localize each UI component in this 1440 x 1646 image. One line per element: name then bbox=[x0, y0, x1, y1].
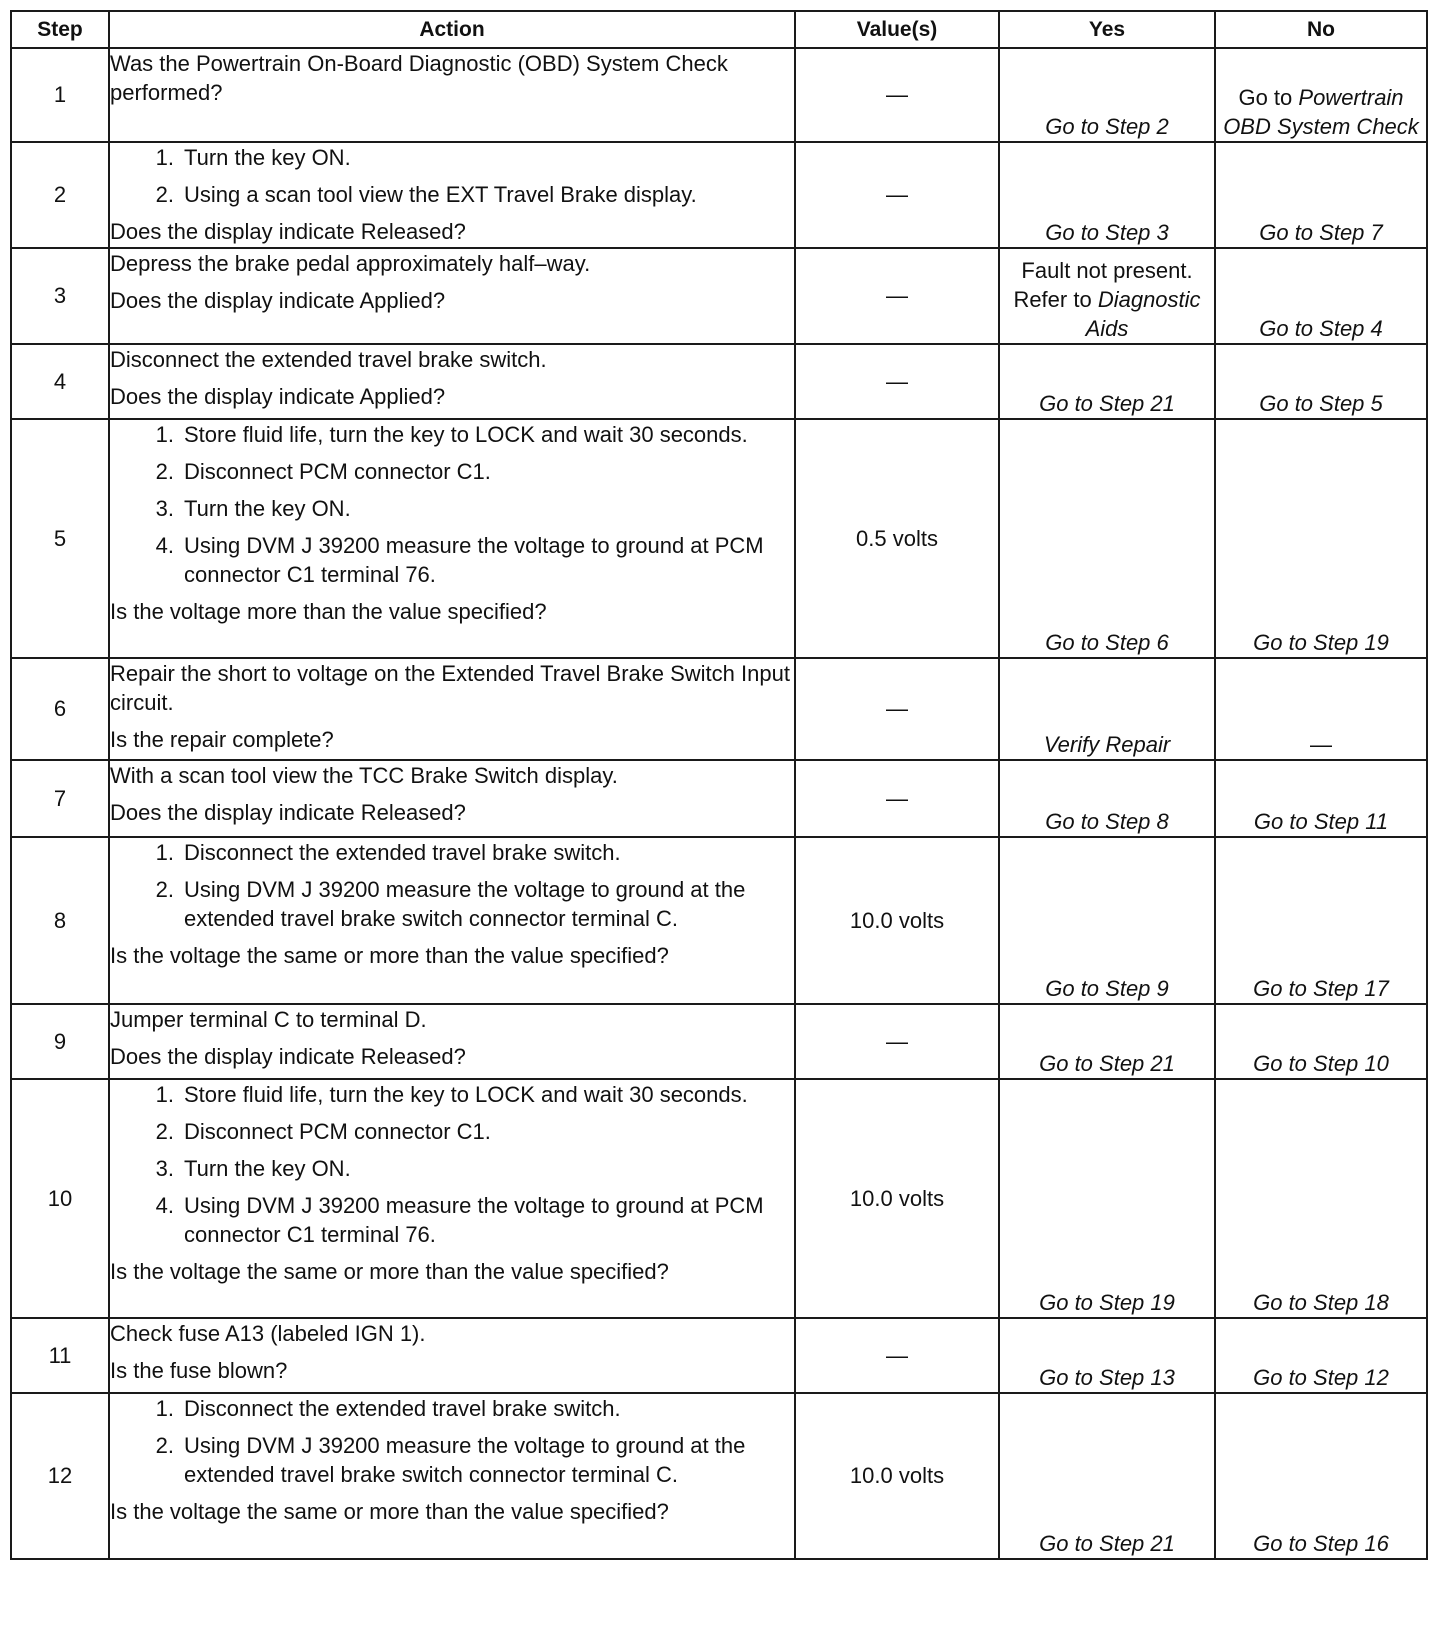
no-cell bbox=[1215, 142, 1427, 248]
step-number: 1 bbox=[11, 48, 109, 142]
yes-link-text: Go to Step 21 bbox=[1039, 391, 1175, 416]
action-step bbox=[110, 420, 794, 449]
yes-link-text: Go to Step 9 bbox=[1045, 976, 1169, 1001]
action-step-text: Disconnect the extended travel brake switch. bbox=[184, 840, 621, 865]
yes-link-text: Go to Step 6 bbox=[1045, 630, 1169, 655]
action-step bbox=[110, 143, 794, 172]
action-step-text: Disconnect PCM connector C1. bbox=[184, 1119, 491, 1144]
yes-cell bbox=[999, 142, 1215, 248]
no-cell bbox=[1215, 1079, 1427, 1318]
header-no: No bbox=[1215, 11, 1427, 48]
action-step-text: Disconnect the extended travel brake switch. bbox=[184, 1396, 621, 1421]
table-row bbox=[11, 142, 1427, 248]
action-step bbox=[110, 1191, 794, 1249]
value-cell: 10.0 volts bbox=[795, 1079, 999, 1318]
yes-link-text: Go to Step 21 bbox=[1039, 1051, 1175, 1076]
value-cell: 10.0 volts bbox=[795, 1393, 999, 1559]
action-question: Is the repair complete? bbox=[110, 727, 334, 752]
action-question: Does the display indicate Released? bbox=[110, 1044, 466, 1069]
step-number: 2 bbox=[11, 142, 109, 248]
yes-link-text: Go to Step 8 bbox=[1045, 809, 1169, 834]
yes-link-text: Go to Step 19 bbox=[1039, 1290, 1175, 1315]
value-cell: — bbox=[795, 1318, 999, 1393]
value-cell: — bbox=[795, 658, 999, 760]
action-text: Disconnect the extended travel brake switch. bbox=[110, 347, 547, 372]
header-action: Action bbox=[109, 11, 795, 48]
action-step-number: 2. bbox=[155, 182, 174, 207]
action-cell bbox=[109, 142, 795, 248]
no-link-text: Go to Step 19 bbox=[1253, 630, 1389, 655]
action-text: Check fuse A13 (labeled IGN 1). bbox=[110, 1321, 426, 1346]
action-cell bbox=[109, 1393, 795, 1559]
action-step-text: Turn the key ON. bbox=[184, 496, 351, 521]
action-step-number: 2. bbox=[155, 1119, 174, 1144]
no-cell bbox=[1215, 344, 1427, 419]
action-step bbox=[110, 1154, 794, 1183]
value-cell: 10.0 volts bbox=[795, 837, 999, 1004]
value-cell: — bbox=[795, 48, 999, 142]
yes-cell bbox=[999, 1393, 1215, 1559]
action-question: Does the display indicate Applied? bbox=[110, 288, 446, 313]
yes-link-text: Verify Repair bbox=[1043, 732, 1171, 757]
action-step bbox=[110, 180, 794, 209]
yes-cell bbox=[999, 760, 1215, 837]
action-step bbox=[110, 1394, 794, 1423]
no-cell bbox=[1215, 1004, 1427, 1079]
yes-cell bbox=[999, 344, 1215, 419]
table-row bbox=[11, 658, 1427, 760]
action-question: Is the fuse blown? bbox=[110, 1358, 288, 1383]
yes-cell bbox=[999, 1318, 1215, 1393]
action-step-text: Turn the key ON. bbox=[184, 145, 351, 170]
action-cell bbox=[109, 48, 795, 142]
table-row bbox=[11, 1004, 1427, 1079]
action-step bbox=[110, 875, 794, 933]
action-question: Does the display indicate Released? bbox=[110, 800, 466, 825]
action-step-number: 4. bbox=[155, 1193, 174, 1218]
table-row bbox=[11, 1079, 1427, 1318]
yes-link-text: Go to Step 13 bbox=[1039, 1365, 1175, 1390]
table-row bbox=[11, 344, 1427, 419]
yes-link-text: Go to Step 21 bbox=[1039, 1531, 1175, 1556]
action-cell bbox=[109, 1004, 795, 1079]
action-cell bbox=[109, 658, 795, 760]
action-text: Repair the short to voltage on the Extended Travel Brake Switch Input circuit. bbox=[110, 661, 790, 715]
no-link-text: Go to Step 16 bbox=[1253, 1531, 1389, 1556]
action-step-number: 2. bbox=[155, 459, 174, 484]
no-link-text: Go to Step 10 bbox=[1253, 1051, 1389, 1076]
action-step bbox=[110, 838, 794, 867]
action-cell bbox=[109, 760, 795, 837]
action-question: Does the display indicate Released? bbox=[110, 219, 466, 244]
no-link-text: Go to Step 18 bbox=[1253, 1290, 1389, 1315]
action-step-number: 2. bbox=[155, 1433, 174, 1458]
header-values: Value(s) bbox=[795, 11, 999, 48]
yes-cell bbox=[999, 658, 1215, 760]
step-number: 12 bbox=[11, 1393, 109, 1559]
action-step-text: Using DVM J 39200 measure the voltage to ground at the extended travel brake switch connector terminal C. bbox=[184, 877, 746, 931]
yes-cell bbox=[999, 1004, 1215, 1079]
yes-link-text: Diagnostic Aids bbox=[1085, 287, 1201, 341]
yes-cell bbox=[999, 248, 1215, 344]
table-row bbox=[11, 419, 1427, 658]
step-number: 6 bbox=[11, 658, 109, 760]
action-step bbox=[110, 1431, 794, 1489]
action-question: Is the voltage more than the value specified? bbox=[110, 599, 547, 624]
no-link-text: Go to Step 7 bbox=[1259, 220, 1383, 245]
action-step-number: 2. bbox=[155, 877, 174, 902]
action-text: Jumper terminal C to terminal D. bbox=[110, 1007, 427, 1032]
no-cell bbox=[1215, 760, 1427, 837]
action-step-number: 1. bbox=[155, 1082, 174, 1107]
diagnostic-table bbox=[10, 10, 1428, 1560]
no-link-text: Go to Step 11 bbox=[1253, 809, 1389, 834]
table-row bbox=[11, 248, 1427, 344]
no-text: Go to bbox=[1238, 85, 1293, 110]
no-link-text: Go to Step 12 bbox=[1253, 1365, 1389, 1390]
action-step bbox=[110, 1080, 794, 1109]
no-cell bbox=[1215, 248, 1427, 344]
action-question: Is the voltage the same or more than the value specified? bbox=[110, 943, 669, 968]
action-cell bbox=[109, 1079, 795, 1318]
yes-cell bbox=[999, 1079, 1215, 1318]
step-number: 3 bbox=[11, 248, 109, 344]
value-cell: — bbox=[795, 344, 999, 419]
value-cell: — bbox=[795, 760, 999, 837]
action-step bbox=[110, 494, 794, 523]
action-step bbox=[110, 457, 794, 486]
header-row bbox=[11, 11, 1427, 48]
step-number: 8 bbox=[11, 837, 109, 1004]
value-cell: 0.5 volts bbox=[795, 419, 999, 658]
action-cell bbox=[109, 837, 795, 1004]
action-step-number: 1. bbox=[155, 1396, 174, 1421]
action-step-text: Store fluid life, turn the key to LOCK and wait 30 seconds. bbox=[184, 422, 748, 447]
action-step bbox=[110, 1117, 794, 1146]
no-cell bbox=[1215, 419, 1427, 658]
action-step-text: Using DVM J 39200 measure the voltage to ground at PCM connector C1 terminal 76. bbox=[184, 533, 764, 587]
header-yes: Yes bbox=[999, 11, 1215, 48]
value-cell: — bbox=[795, 142, 999, 248]
action-cell bbox=[109, 1318, 795, 1393]
action-text: Depress the brake pedal approximately half–way. bbox=[110, 251, 591, 276]
action-cell bbox=[109, 248, 795, 344]
yes-text: Fault not present. Refer to bbox=[1013, 258, 1193, 312]
action-step bbox=[110, 531, 794, 589]
action-step-number: 1. bbox=[155, 145, 174, 170]
action-text: With a scan tool view the TCC Brake Switch display. bbox=[110, 763, 618, 788]
header-step: Step bbox=[11, 11, 109, 48]
table-row bbox=[11, 48, 1427, 142]
action-question: Is the voltage the same or more than the value specified? bbox=[110, 1499, 669, 1524]
no-cell bbox=[1215, 1318, 1427, 1393]
no-link-text: Go to Step 5 bbox=[1259, 391, 1383, 416]
step-number: 10 bbox=[11, 1079, 109, 1318]
action-step-number: 4. bbox=[155, 533, 174, 558]
action-step-text: Using DVM J 39200 measure the voltage to ground at the extended travel brake switch connector terminal C. bbox=[184, 1433, 746, 1487]
value-cell: — bbox=[795, 1004, 999, 1079]
action-question: Is the voltage the same or more than the value specified? bbox=[110, 1259, 669, 1284]
no-cell bbox=[1215, 1393, 1427, 1559]
yes-link-text: Go to Step 3 bbox=[1045, 220, 1169, 245]
table-row bbox=[11, 837, 1427, 1004]
yes-link-text: Go to Step 2 bbox=[1045, 114, 1169, 139]
yes-cell bbox=[999, 419, 1215, 658]
yes-cell bbox=[999, 837, 1215, 1004]
action-text: Was the Powertrain On-Board Diagnostic (OBD) System Check performed? bbox=[110, 51, 728, 105]
no-cell bbox=[1215, 658, 1427, 760]
value-cell: — bbox=[795, 248, 999, 344]
no-link-text: Powertrain OBD System Check bbox=[1223, 85, 1419, 139]
no-cell bbox=[1215, 837, 1427, 1004]
action-step-text: Using a scan tool view the EXT Travel Brake display. bbox=[184, 182, 697, 207]
step-number: 7 bbox=[11, 760, 109, 837]
table-row bbox=[11, 760, 1427, 837]
action-cell bbox=[109, 419, 795, 658]
step-number: 9 bbox=[11, 1004, 109, 1079]
no-cell bbox=[1215, 48, 1427, 142]
no-text: — bbox=[1310, 732, 1332, 757]
yes-cell bbox=[999, 48, 1215, 142]
action-step-number: 3. bbox=[155, 496, 174, 521]
step-number: 5 bbox=[11, 419, 109, 658]
action-step-number: 3. bbox=[155, 1156, 174, 1181]
action-step-text: Store fluid life, turn the key to LOCK and wait 30 seconds. bbox=[184, 1082, 748, 1107]
action-step-number: 1. bbox=[155, 422, 174, 447]
table-row bbox=[11, 1393, 1427, 1559]
action-step-text: Using DVM J 39200 measure the voltage to ground at PCM connector C1 terminal 76. bbox=[184, 1193, 764, 1247]
action-cell bbox=[109, 344, 795, 419]
action-step-text: Disconnect PCM connector C1. bbox=[184, 459, 491, 484]
no-link-text: Go to Step 4 bbox=[1259, 316, 1383, 341]
table-row bbox=[11, 1318, 1427, 1393]
action-question: Does the display indicate Applied? bbox=[110, 384, 446, 409]
step-number: 4 bbox=[11, 344, 109, 419]
action-step-text: Turn the key ON. bbox=[184, 1156, 351, 1181]
action-step-number: 1. bbox=[155, 840, 174, 865]
step-number: 11 bbox=[11, 1318, 109, 1393]
no-link-text: Go to Step 17 bbox=[1253, 976, 1389, 1001]
